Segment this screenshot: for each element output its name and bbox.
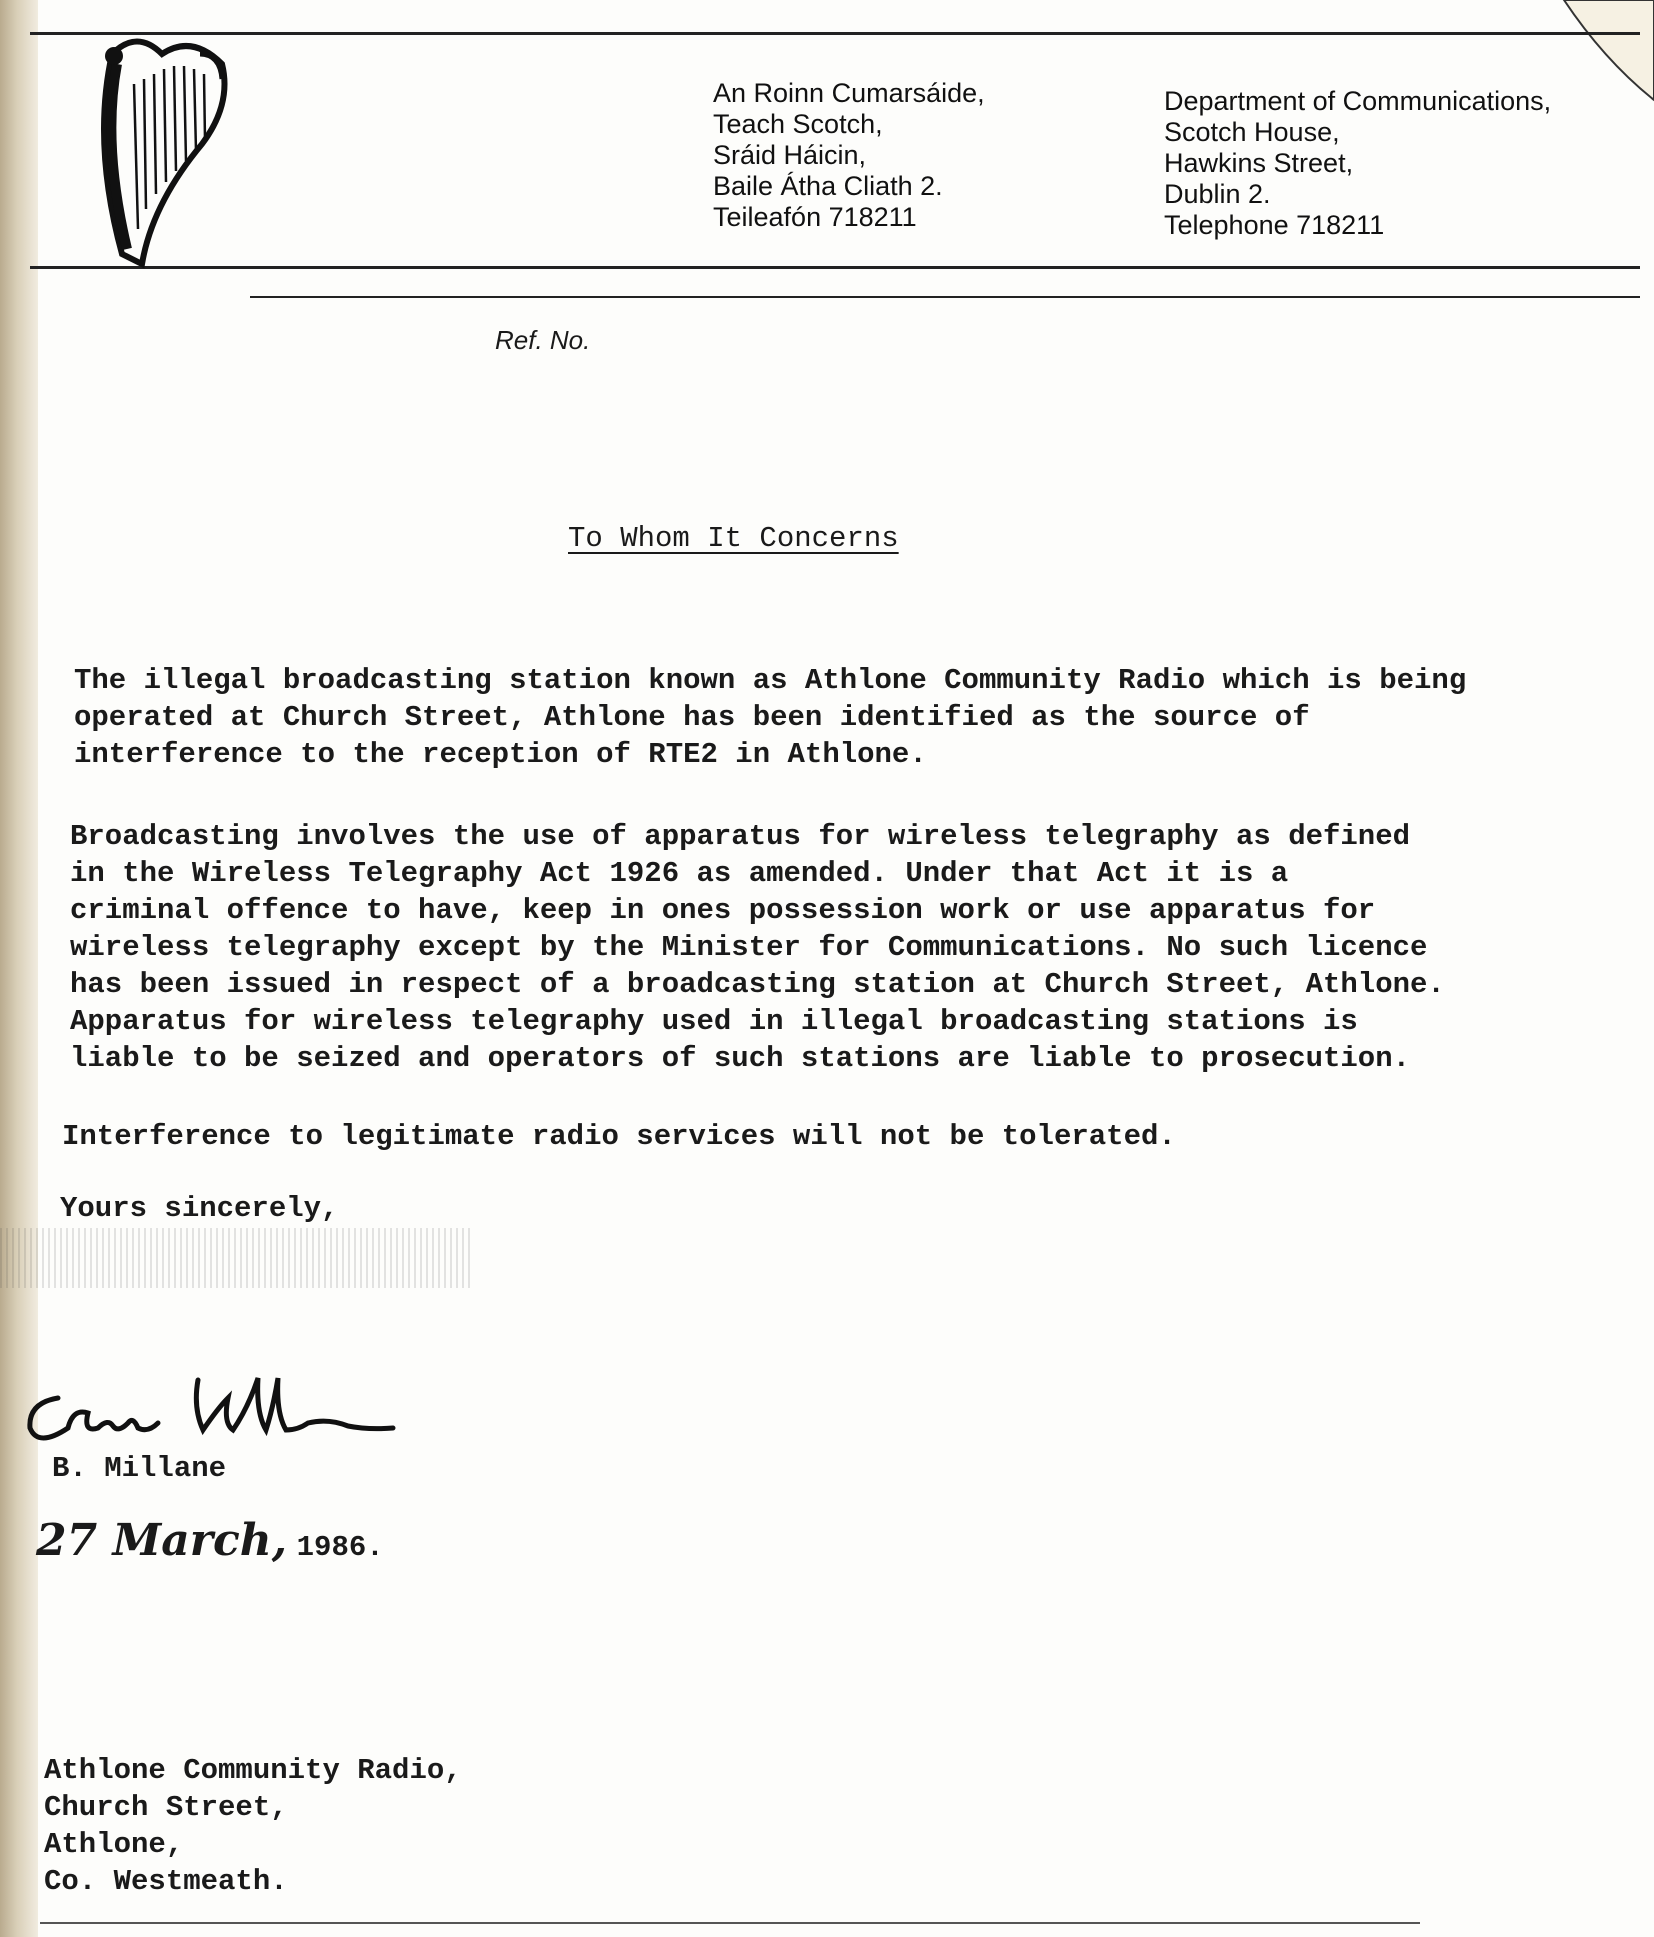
paragraph-line: Interference to legitimate radio services will not be tolerated. xyxy=(62,1120,1176,1153)
reference-number-label: Ref. No. xyxy=(495,325,591,355)
date-typed: 1986. xyxy=(296,1531,384,1564)
paragraph-line: operated at Church Street, Athlone has been identified as the source of xyxy=(74,701,1310,734)
address-irish-line: Sráid Háicin, xyxy=(713,140,867,170)
paragraph-line: interference to the reception of RTE2 in Athlone. xyxy=(74,738,927,771)
signatory-name: B. Millane xyxy=(52,1452,227,1485)
paragraph-line: liable to be seized and operators of such stations are liable to prosecution. xyxy=(70,1042,1411,1075)
recipient-line: Athlone Community Radio, xyxy=(44,1754,462,1787)
recipient-line: Church Street, xyxy=(44,1791,288,1824)
address-english-line: Dublin 2. xyxy=(1164,179,1271,209)
paragraph-2 xyxy=(70,818,1445,1077)
harp-crest-icon xyxy=(82,24,232,274)
paragraph-1 xyxy=(74,662,1466,773)
letter-date xyxy=(36,1515,384,1566)
folded-corner xyxy=(1544,0,1654,110)
address-irish-line: Teileafón 718211 xyxy=(713,202,917,232)
address-irish xyxy=(713,78,985,233)
address-irish-line: Baile Átha Cliath 2. xyxy=(713,171,943,201)
header-top-rule xyxy=(30,32,1640,35)
header-bottom-rule xyxy=(30,266,1640,269)
paragraph-line: Apparatus for wireless telegraphy used in illegal broadcasting stations is xyxy=(70,1005,1358,1038)
book-spine-shadow xyxy=(0,0,38,1937)
header-bottom-rule-thin xyxy=(250,296,1640,298)
address-english-line: Telephone 718211 xyxy=(1164,210,1385,240)
address-irish-line: An Roinn Cumarsáide, xyxy=(713,78,985,108)
handwritten-signature xyxy=(18,1368,403,1458)
paragraph-line: criminal offence to have, keep in ones possession work or use apparatus for xyxy=(70,894,1376,927)
address-irish-line: Teach Scotch, xyxy=(713,109,883,139)
photocopy-smudge xyxy=(0,1228,470,1288)
address-english-line: Department of Communications, xyxy=(1164,86,1552,116)
recipient-line: Athlone, xyxy=(44,1828,184,1861)
address-english xyxy=(1164,86,1551,241)
address-english-line: Hawkins Street, xyxy=(1164,148,1354,178)
letter-title: To Whom It Concerns xyxy=(568,522,899,555)
paragraph-line: in the Wireless Telegraphy Act 1926 as amended. Under that Act it is a xyxy=(70,857,1289,890)
paragraph-line: wireless telegraphy except by the Minister for Communications. No such licence xyxy=(70,931,1428,964)
closing-salutation: Yours sincerely, xyxy=(60,1192,339,1225)
paragraph-line: Broadcasting involves the use of apparatus for wireless telegraphy as defined xyxy=(70,820,1411,853)
address-english-line: Scotch House, xyxy=(1164,117,1340,147)
date-handwritten: 27 March, xyxy=(36,1515,288,1566)
paragraph-line: The illegal broadcasting station known as Athlone Community Radio which is being xyxy=(74,664,1467,697)
recipient-line: Co. Westmeath. xyxy=(44,1865,288,1898)
paragraph-3 xyxy=(62,1118,1176,1155)
paragraph-line: has been issued in respect of a broadcasting station at Church Street, Athlone. xyxy=(70,968,1445,1001)
recipient-address xyxy=(44,1752,462,1900)
footer-rule xyxy=(40,1922,1420,1924)
